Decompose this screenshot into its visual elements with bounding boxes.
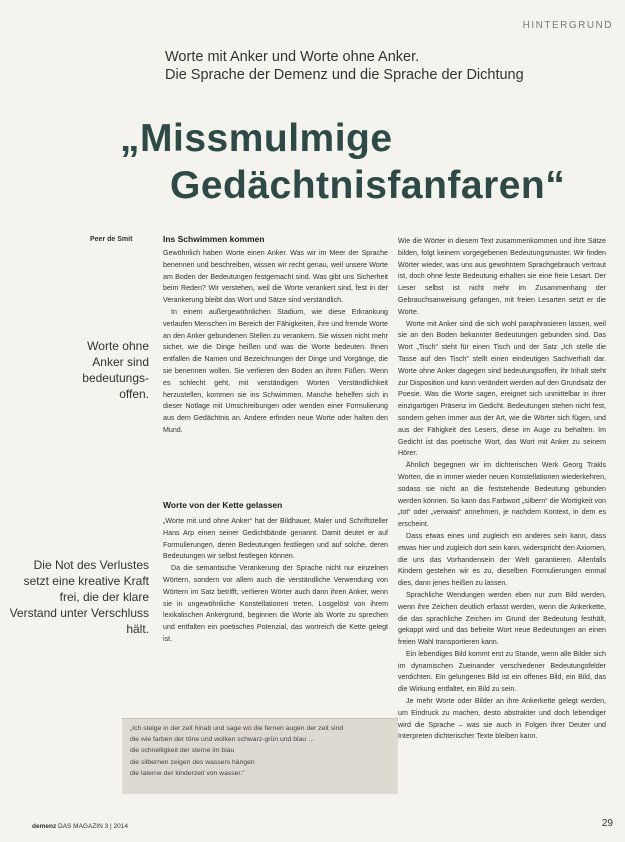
body-column-2: [398, 236, 606, 812]
page-number: 29: [601, 818, 613, 829]
poem-line: die wie farben der töne und wolken schwarz-grün und blau …: [130, 736, 315, 744]
paragraph: Ähnlich begegnen wir im dichterischen Werk Georg Trakls Worten, die in immer wieder neuen Konstellationen wiederkehren, sodass sie nicht an die feststehende Bedeutung gebunden werden können. So kann das Farbwort „silbern“ die Wortigkeit von „tot“ oder „verwaist“ annehmen, je nachdem Kontext, in dem es erscheint.: [398, 461, 606, 529]
paragraph: Wie die Wörter in diesem Text zusammenkommen und ihre Sätze bilden, folgt keinem vorgegebenen Bedeutungsmuster. Wir finden Wörter wieder, was uns aus gewohntem Sprachgebrauch vertraut ist, doch ohne feste Bedeutung erhalten sie eine freie Lesart. Der Leser selbst ist nicht mehr im Zusammenhang der Gebrauchsanweisung gefangen, mit freien Lesarten setzt er die Worte.: [398, 237, 606, 316]
article-subtitle: [165, 48, 605, 84]
magazine-issue: DAS MAGAZIN 3 | 2014: [58, 823, 128, 830]
poem-quote-box: [122, 718, 398, 794]
article-title: [120, 115, 620, 209]
paragraph: Worte mit Anker sind die sich wohl paraphrasieren lassen, weil sie an den Boden bekannter Bedeutungen gebunden sind. Das Wort „Tisch“ steht für einen Tisch und der Satz „Ich stelle die Tasse auf den Tisch“ stellt einen eindeutigen Sachverhalt dar. Worte ohne Anker dagegen sind bedeutungsoffen, ihr Inhalt steht zur Disposition und kann verändert werden auf den Grundsatz der Poesie. Was die Worte sagen, ereignet sich unmittelbar in ihrer einzigartigen Präsenz im Gedicht. Bedeutungen stehen nicht fest, sondern gehen immer aus der Art, wie die Wörter sich fügen, und aus der Fähigkeit des Lesers, diese im Auge zu behalten. Im Gedicht ist das poetische Wort, das Wort mit Anker zu seinem Hörer.: [398, 319, 606, 458]
paragraph: Da die semantische Verankerung der Sprache nicht nur einzelnen Wörtern, sondern vor allem auch die verständliche Verwendung von Wörtern im Satz betrifft, verlieren Wörter auch dann ihren Anker, wenn sie in ungewöhnliche Konstellationen treten. Losgelöst von ihrem lexikalischen Ankergrund, beginnen die Worte als Worte zu sprechen und entfalten ein poetisches Potenzial, das wortreich die Kette gelegt ist.: [163, 564, 388, 643]
paragraph: „Worte mit und ohne Anker“ hat der Bildhauer, Maler und Schriftsteller Hans Arp einen seiner Gedichtbände genannt. Damit deutet er auf Formulierungen, deren Bedeutungen festliegen und auf solche, deren Bedeutungen wir selbst festlegen können.: [163, 517, 388, 561]
section-heading-1: Ins Schwimmen kommen: [163, 234, 265, 244]
paragraph: Sprachliche Wendungen werden eben nur zum Bild werden, wenn ihre Zeichen deutlich erfasst werden, wenn die Ankerkette, die das sprachliche Zeichen im Grund der Bedeutung festhält, gekappt wird und das befreite Wort neue Bedeutungen an einen freien Wahl transportieren kann.: [398, 590, 606, 647]
pullquote-2: Die Not des Verlustes setzt eine kreative Kraft frei, die der klare Verstand unter Verschluss hält.: [9, 558, 149, 636]
paragraph: Ein lebendiges Bild kommt erst zu Stande, wenn alle Bilder sich im dynamischen Zueinander verschiedener Bedeutungsfelder verdichten. Ein gelungenes Bild ist ein offenes Bild, ein Bild, das die Wirkung entfaltet, ein Bild zu sein.: [398, 649, 606, 694]
body-column-1-top: [163, 248, 388, 493]
paragraph: Je mehr Worte oder Bilder an ihre Ankerkette gelegt werden, um Eindruck zu machen, desto abstrakter und doch lebendiger wird die Sprache – was sie auch in Folgen ihrer Deuter und Interpreten dichterischer Texte bleiben kann.: [398, 697, 606, 741]
poem-line: „Ich steige in der zeit hinab und sage wo die fernen augen der zeit sind: [130, 725, 344, 732]
poem-line: die laterne der kinderzeit von wasser.“: [130, 769, 245, 777]
title-line-2: Gedächtnisfanfaren“: [170, 164, 566, 207]
body-column-1-bottom: [163, 516, 388, 714]
section-heading-2: Worte von der Kette gelassen: [163, 500, 283, 510]
pullquote-1: Worte ohne Anker sind bedeutungs-offen.: [82, 339, 149, 401]
paragraph: In einem außergewöhnlichen Stadium, wie diese Erkrankung verlaufen Menschen im Bereich der Fähigkeiten, ihre und fremde Worte an den Anker gebundenen Stellen zu verankern. Sie wissen nicht mehr sicher, wie die Dinge heißen und was die Worte bedeuten. Ihnen entfallen die Namen und Bezeichnungen der Dinge und Vorgänge, die sie benennen wollen. Sie verlieren den Boden an ihren Füßen. Wenn es schlecht geht, mit verständigen Worten Verständlichkeit herzustellen, kommen sie ins Schwimmen. Manche behelfen sich in dieser Notlage mit Umschreibungen oder wenden einer Formulierung aus dem Gedächtnis an. Andere erfinden neue Worte oder halten den Mund.: [163, 307, 388, 434]
subtitle-line-1: Worte mit Anker und Worte ohne Anker.: [165, 49, 420, 65]
section-label: HINTERGRUND: [522, 20, 613, 31]
magazine-footer: [32, 823, 128, 830]
paragraph: Gewöhnlich haben Worte einen Anker. Was wir im Meer der Sprache benennen und beschreiben, wissen wir recht genau, weil unsere Worte am Boden der Bedeutungen festgemacht sind. Was gibt uns Sicherheit beim Reden? Wir verstehen, weil die Worte verankert sind, fest in der Verankerung bleibt das Wort und Sätze sind verständlich.: [163, 249, 388, 305]
subtitle-line-2: Die Sprache der Demenz und die Sprache der Dichtung: [165, 67, 524, 83]
poem-line: die silbernen zeigen des wassers hängen: [130, 758, 255, 766]
poem-line: die schnelligkeit der sterne im blau: [130, 747, 235, 755]
magazine-brand: demenz: [32, 823, 57, 830]
paragraph: Dass etwas eines und zugleich ein anderes sein kann, dass etwas hier und zugleich dort sein kann, widerspricht den Axiomen, die uns das Vorhandensein der Welt garantieren. Allenfalls Kindern gestehen wir es zu, dieselben Formulierungen einmal dies, dann jenes heißen zu lassen.: [398, 531, 606, 588]
author-name: Peer de Smit: [90, 236, 133, 243]
title-line-1: „Missmulmige: [120, 117, 393, 160]
